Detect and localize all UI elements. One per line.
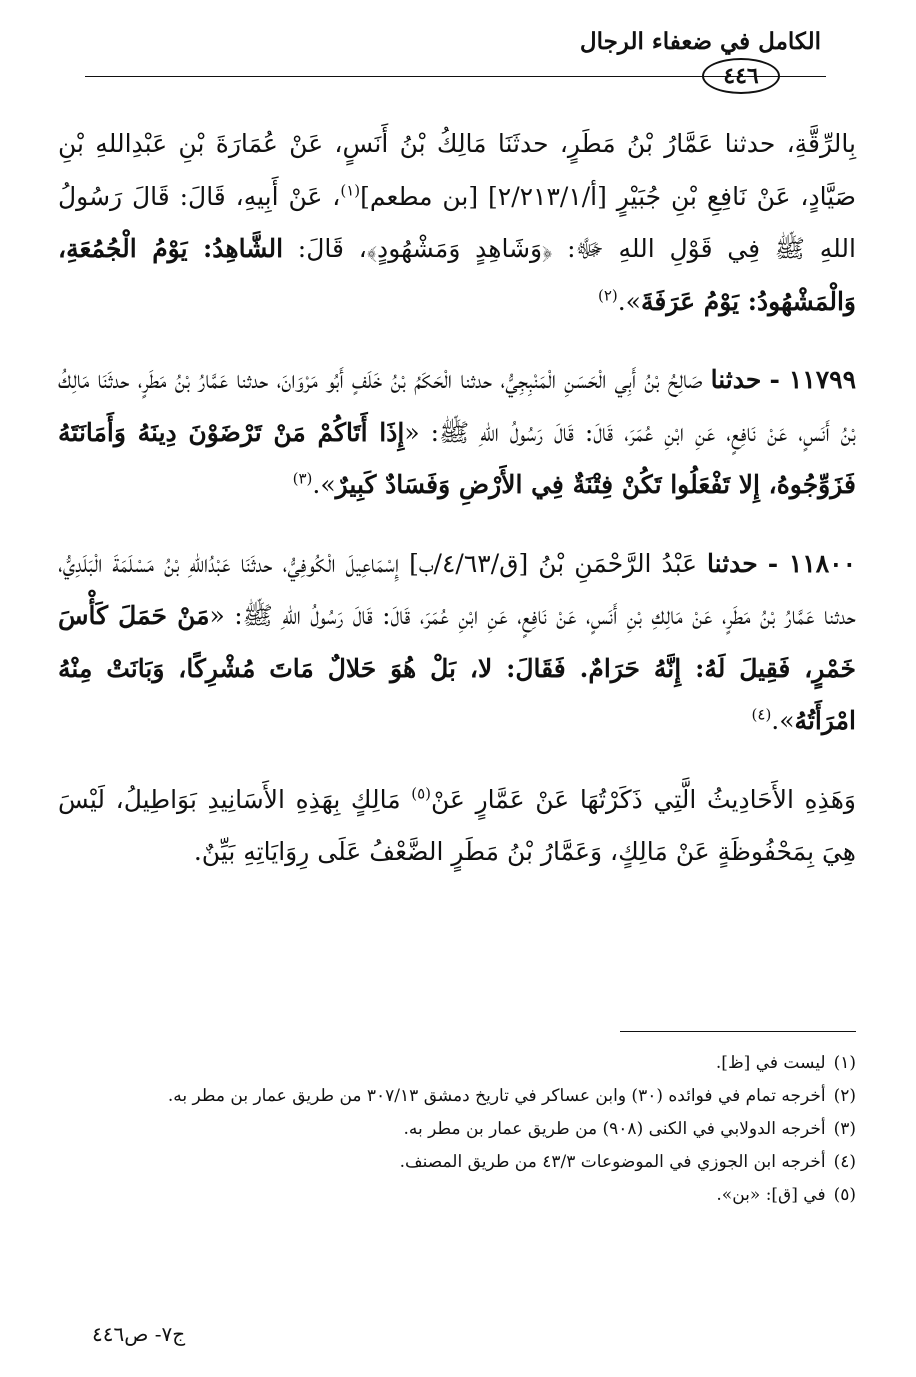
hadith-matn: إِذَا أَتَاكُمْ مَنْ تَرْضَوْنَ دِينَهُ وَأَمَانَتَهُ فَزَوِّجُوهُ، إِلا تَفْعَلُوا تَكُنْ فِتْنَةٌ فِي الأَرْضِ وَفَسَادٌ كَبِيرٌ bbox=[58, 417, 856, 499]
book-title: الكامل في ضعفاء الرجال bbox=[579, 28, 821, 55]
footnote bbox=[58, 1179, 856, 1212]
hadith-number: ١١٧٩٩ - bbox=[769, 365, 856, 394]
footnote-ref[interactable]: (٢) bbox=[597, 286, 618, 305]
hadith-label: حدثنا bbox=[707, 548, 758, 578]
hadith-matn: مَنْ حَمَلَ كَأْسَ خَمْرٍ، فَقِيلَ لَهُ: إِنَّهُ حَرَامٌ. فَقَالَ: لا، بَلْ هُوَ حَلالٌ مَاتَ مُشْرِكًا، وَبَانَتْ مِنْهُ امْرَأَتُهُ bbox=[58, 601, 856, 735]
page-number-badge bbox=[702, 58, 780, 94]
footnotes bbox=[58, 1047, 856, 1212]
footnote-ref[interactable]: (٣) bbox=[292, 469, 313, 488]
footnote-number: (١) bbox=[833, 1053, 856, 1073]
footnote bbox=[58, 1146, 856, 1179]
author-comment: وَهَذِهِ الأَحَادِيثُ الَّتِي ذَكَرْتُهَا عَنْ عَمَّارٍ عَنْ$^{(٥)}$ مَالِكٍ بِهَذِهِ الأَسَانِيدِ بَوَاطِيلُ، لَيْسَ هِيَ بِمَحْفُوظَةٍ عَنْ مَالِكٍ، وَعَمَّارُ بْنُ مَطَرٍ الضَّعْفُ عَلَى رِوَايَاتِهِ بَيِّنٌ. bbox=[58, 784, 856, 866]
footnote-text: أخرجه الدولابي في الكنى (٩٠٨) من طريق عمار بن مطر به. bbox=[403, 1119, 826, 1139]
page-number: ٤٤٦ bbox=[723, 63, 759, 89]
footnote-separator bbox=[620, 1031, 856, 1032]
footnote-ref[interactable]: (١) bbox=[340, 181, 361, 200]
volume-page-reference: ج٧- ص٤٤٦ bbox=[92, 1322, 186, 1346]
footnote-ref[interactable]: (٤) bbox=[751, 705, 772, 724]
footnote-number: (٥) bbox=[833, 1185, 856, 1205]
paragraph-continuation: بِالرِّقَّةِ، حدثنا عَمَّارُ بْنُ مَطَرٍ، حدثَنَا مَالِكُ بْنُ أَنَسٍ، عَنْ عُمَارَةَ بْنِ عَبْدِاللهِ بْنِ صَيَّادٍ، عَنْ نَافِعِ بْنِ جُبَيْرٍ [أ/٢/٢١٣/١] [بن مطعم]$^{(١)}$، عَنْ أَبِيهِ، قَالَ: قَالَ رَسُولُ اللهِ ﷺ فِي قَوْلِ اللهِ ﷻ: ﴿وَشَاهِدٍ وَمَشْهُودٍ﴾، قَالَ: الشَّاهِدُ: يَوْمُ الْجُمُعَةِ، وَالْمَشْهُودُ: يَوْمُ عَرَفَةَ».$^{(٢)}$ bbox=[58, 129, 856, 316]
footnote-number: (٣) bbox=[833, 1119, 856, 1139]
footnote-text: أخرجه تمام في فوائده (٣٠) وابن عساكر في تاريخ دمشق ٣٠٧/١٣ من طريق عمار بن مطر به. bbox=[167, 1086, 826, 1106]
footnote-ref[interactable]: (٥) bbox=[411, 784, 432, 803]
hadith-matn: الشَّاهِدُ: يَوْمُ الْجُمُعَةِ، وَالْمَشْهُودُ: يَوْمُ عَرَفَةَ bbox=[58, 234, 856, 316]
hadith-11800: ١١٨٠٠ - حدثنا عَبْدُ الرَّحْمَنِ بْنُ [ق/٤/٦٣/ب] إِسْمَاعِيلَ الْكُوفِيُّ، حدثَنَا عَبْدُاللهِ بْنُ مَسْلَمَةَ الْبَلَدِيُّ، حدثنا عَمَّارُ بْنُ مَطَرٍ، عَنْ مَالِكِ بْنِ أَنَسٍ، عَنْ نَافِعٍ، عَنِ ابْنِ عُمَرَ، قَالَ: قَالَ رَسُولُ اللهِ ﷺ: «مَنْ حَمَلَ كَأْسَ خَمْرٍ، فَقِيلَ لَهُ: إِنَّهُ حَرَامٌ. فَقَالَ: لا، بَلْ هُوَ حَلالٌ مَاتَ مُشْرِكًا، وَبَانَتْ مِنْهُ امْرَأَتُهُ».$^{(٤)}$ bbox=[58, 548, 856, 735]
hadith-11799: ١١٧٩٩ - حدثنا صَالِحُ بْنُ أَبِي الْحَسَنِ الْمَنْبِجِيُّ، حدثنا الْحَكَمُ بْنُ خَلَفٍ أَبُو مَرْوَانَ، حدثنا عَمَّارُ بْنُ مَطَرٍ، حدثَنَا مَالِكُ بْنُ أَنَسٍ، عَنْ نَافِعٍ، عَنِ ابْنِ عُمَرَ، قَالَ: قَالَ رَسُولُ اللهِ ﷺ: «إِذَا أَتَاكُمْ مَنْ تَرْضَوْنَ دِينَهُ وَأَمَانَتَهُ فَزَوِّجُوهُ، إِلا تَفْعَلُوا تَكُنْ فِتْنَةٌ فِي الأَرْضِ وَفَسَادٌ كَبِيرٌ».$^{(٣)}$ bbox=[58, 365, 856, 499]
footnote bbox=[58, 1080, 856, 1113]
hadith-number: ١١٨٠٠ - bbox=[767, 548, 856, 578]
hadith-label: حدثنا bbox=[710, 365, 762, 394]
footnote bbox=[58, 1113, 856, 1146]
footnote-text: في [ق]: «بن». bbox=[716, 1185, 826, 1205]
footnote-number: (٢) bbox=[833, 1086, 856, 1106]
header-rule bbox=[85, 76, 701, 77]
main-text bbox=[58, 118, 856, 879]
footnote-number: (٤) bbox=[833, 1152, 856, 1172]
footnote-text: أخرجه ابن الجوزي في الموضوعات ٤٣/٣ من طريق المصنف. bbox=[399, 1152, 826, 1172]
footnote-text: ليست في [ظ]. bbox=[715, 1053, 826, 1073]
footnote bbox=[58, 1047, 856, 1080]
